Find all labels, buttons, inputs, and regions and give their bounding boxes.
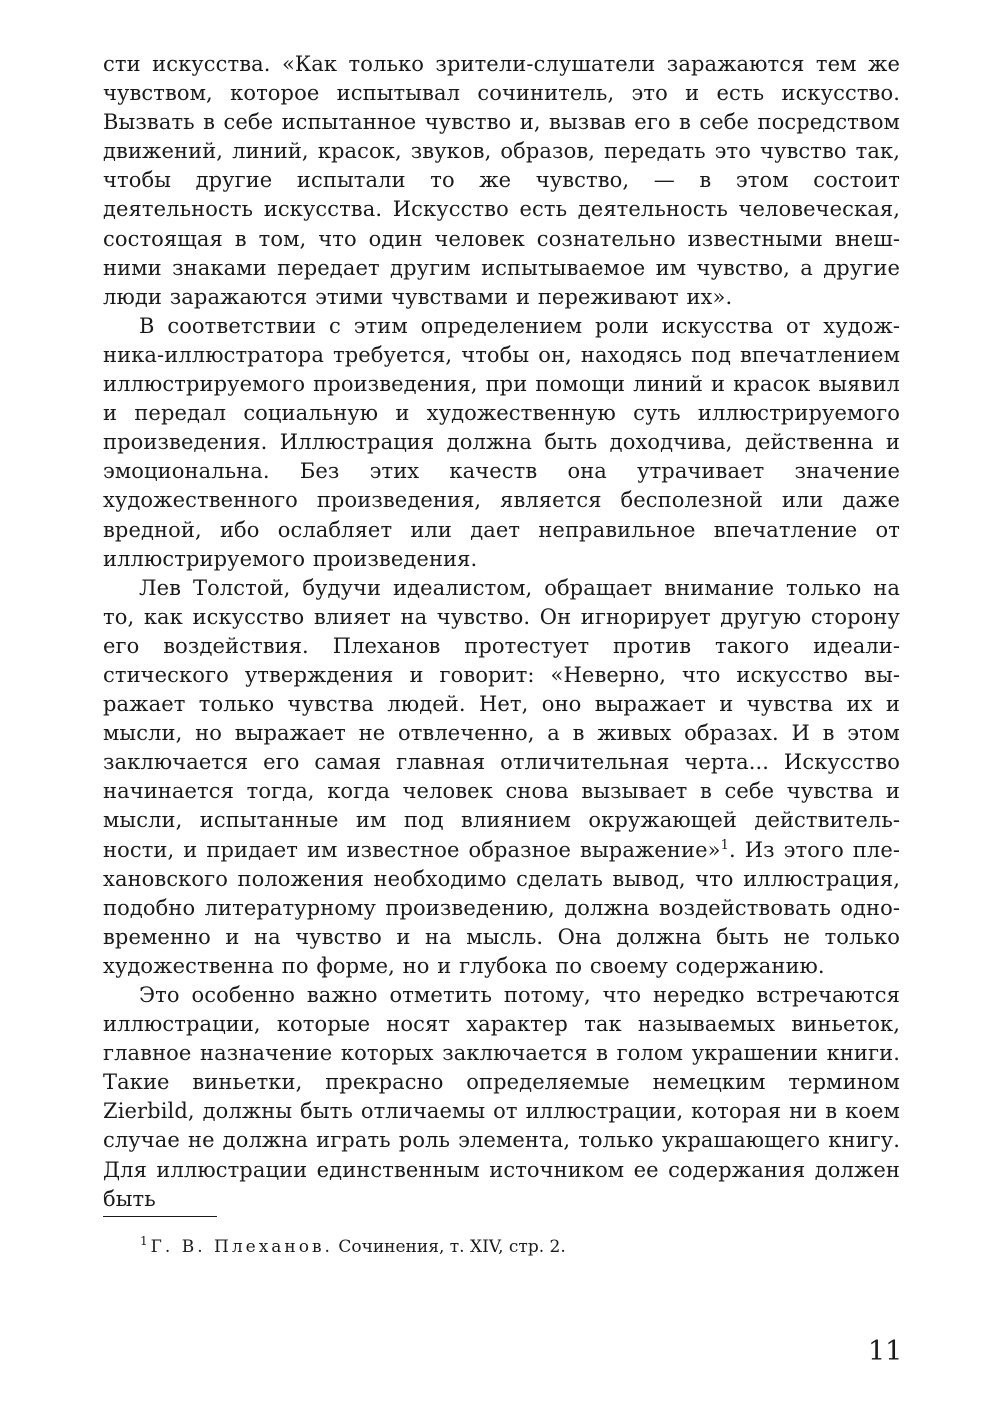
footnote-author: Г. В. Плеханов.	[150, 1237, 333, 1257]
page-number: 11	[868, 1336, 903, 1367]
paragraph-2-text: В соответствии с этим определением роли искусства от художника-иллюстратора требуется, чтобы он, находясь под впечатлением иллюстрируемого произведения, при помощи линий и красок выявил и передал социальную и художественную суть иллюстрируемого произведения. Иллюстрация должна быть доходчива, действенна и эмоциональна. Без этих качеств она утрачивает значение художественного произведения, является бесполезной или даже вредной, ибо ослабляет или дает неправильное впечатление от иллюстрируемого произведения.	[103, 313, 900, 571]
paragraph-1	[103, 50, 900, 312]
footnote-source: Сочинения, т. XIV, стр. 2.	[332, 1237, 566, 1257]
paragraph-3-text-after: . Из этого плехановского положения необходимо сделать вывод, что иллюстрация, подобно литературному произведению, должна воздействовать одновременно и на чувство и на мысль. Она должна быть не только художественна по форме, но и глубока по своему содержанию.	[103, 837, 900, 978]
footnote-divider	[103, 1216, 217, 1217]
paragraph-3	[103, 574, 900, 981]
paragraph-4-text: Это особенно важно отметить потому, что нередко встречаются иллюстрации, которые носят характер так называемых виньеток, главное назначение которых заключается в голом украшении книги. Такие виньетки, прекрасно определяемые немецким термином Zierbild, должны быть отличаемы от иллюстрации, которая ни в коем случае не должна играть роль элемента, только украшающего книгу. Для иллюстрации единственным источником ее содержания должен быть	[103, 983, 900, 1211]
footnote-reference[interactable]: 1	[720, 837, 729, 853]
paragraph-4	[103, 981, 900, 1214]
footnote-mark: 1	[140, 1234, 148, 1249]
paragraph-3-text-before: Лев Толстой, будучи идеалистом, обращает внимание только на то, как искусство влияет на чувство. Он игнорирует другую сторону его воздействия. Плеханов протестует против такого идеалистического утверждения и говорит: «Неверно, что искусство выражает только чувства людей. Нет, оно выражает и чувства их и мысли, но выражает не отвлеченно, а в живых образах. И в этом заключается его самая главная отличительная черта... Искусство начинается тогда, когда человек снова вызывает в себе чувства и мысли, испытанные им под влиянием окружающей действительности, и придает им известное образное выражение»	[103, 575, 900, 862]
paragraph-2	[103, 312, 900, 574]
footnote	[140, 1236, 566, 1258]
paragraph-1-text: сти искусства. «Как только зрители-слушатели заражаются тем же чувством, которое испытывал сочинитель, это и есть искусство. Вызвать в себе испытанное чувство и, вызвав его в себе посредством движений, линий, красок, звуков, образов, передать это чувство так, чтобы другие испытали то же чувство, — в этом состоит деятельность искусства. Искусство есть деятельность человеческая, состоящая в том, что один человек сознательно известными внешними знаками передает другим испытываемое им чувство, а другие люди заражаются этими чувствами и переживают их».	[103, 52, 900, 309]
page-body	[103, 50, 900, 1214]
